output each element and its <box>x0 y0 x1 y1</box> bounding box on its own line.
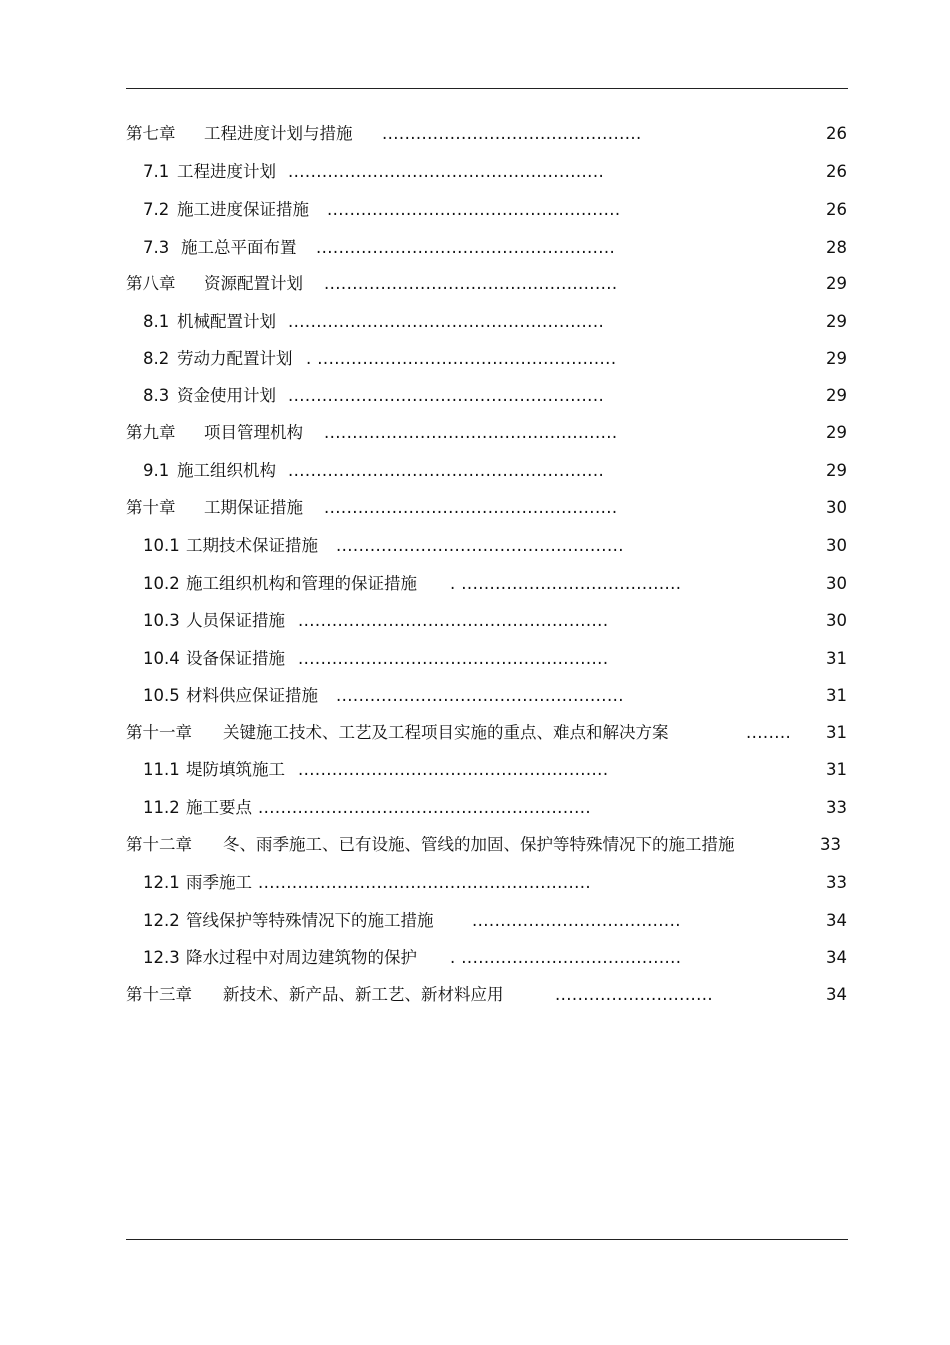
toc-chapter-11[interactable] <box>0 721 950 745</box>
toc-section-title: 降水过程中对周边建筑物的保护 <box>186 948 417 967</box>
toc-leader-dots: .................................................... <box>324 498 618 517</box>
toc-page-number: 26 <box>826 124 847 143</box>
toc-section-title: 机械配置计划 <box>177 312 276 331</box>
toc-section-number: 12.1 <box>143 873 180 892</box>
toc-section-title: 工程进度计划 <box>177 162 276 181</box>
toc-leader-dots: ..................................... <box>472 911 681 930</box>
toc-chapter-title: 资源配置计划 <box>204 274 303 293</box>
toc-section-number: 11.1 <box>143 760 180 779</box>
toc-section-8-2[interactable] <box>0 347 950 371</box>
toc-section-11-1[interactable] <box>0 758 950 782</box>
toc-page-number: 31 <box>826 686 847 705</box>
toc-page-number: 30 <box>826 498 847 517</box>
toc-chapter-title: 工期保证措施 <box>204 498 303 517</box>
toc-leader-dots: . ....................................... <box>450 948 682 967</box>
toc-section-title: 施工总平面布置 <box>181 238 297 257</box>
toc-chapter-9[interactable] <box>0 421 950 445</box>
toc-page-number: 31 <box>826 723 847 742</box>
toc-section-title: 人员保证措施 <box>186 611 285 630</box>
toc-page-number: 31 <box>826 649 847 668</box>
toc-section-title: 设备保证措施 <box>186 649 285 668</box>
toc-page-number: 31 <box>826 760 847 779</box>
toc-page-number: 30 <box>826 611 847 630</box>
toc-section-10-5[interactable] <box>0 684 950 708</box>
toc-section-12-2[interactable] <box>0 909 950 933</box>
toc-section-number: 8.3 <box>143 386 170 405</box>
toc-page-number: 30 <box>826 574 847 593</box>
toc-page-number: 29 <box>826 312 847 331</box>
toc-leader-dots: ........................................................ <box>288 312 605 331</box>
toc-section-12-3[interactable] <box>0 946 950 970</box>
toc-page-number: 26 <box>826 162 847 181</box>
toc-page-number: 26 <box>826 200 847 219</box>
toc-section-title: 劳动力配置计划 <box>177 349 293 368</box>
toc-section-number: 10.4 <box>143 649 180 668</box>
toc-chapter-label: 第十章 <box>126 498 176 517</box>
toc-chapter-title: 新技术、新产品、新工艺、新材料应用 <box>223 985 504 1004</box>
toc-leader-dots: ..................................................... <box>316 238 616 257</box>
toc-section-number: 10.5 <box>143 686 180 705</box>
toc-chapter-label: 第十三章 <box>126 985 192 1004</box>
toc-chapter-title: 关键施工技术、工艺及工程项目实施的重点、难点和解决方案 <box>223 723 669 742</box>
toc-page-number: 34 <box>826 948 847 967</box>
toc-chapter-label: 第十一章 <box>126 723 192 742</box>
toc-section-10-2[interactable] <box>0 572 950 596</box>
toc-section-number: 8.2 <box>143 349 170 368</box>
toc-page-number: 33 <box>820 835 841 854</box>
toc-chapter-title: 工程进度计划与措施 <box>204 124 353 143</box>
toc-section-number: 8.1 <box>143 312 170 331</box>
toc-section-number: 10.1 <box>143 536 180 555</box>
toc-section-8-3[interactable] <box>0 384 950 408</box>
toc-page-number: 29 <box>826 386 847 405</box>
toc-leader-dots: ....................................................... <box>298 649 609 668</box>
toc-leader-dots: ........................................................ <box>288 461 605 480</box>
toc-leader-dots: .................................................... <box>324 274 618 293</box>
toc-section-title: 施工进度保证措施 <box>177 200 309 219</box>
toc-page-number: 29 <box>826 423 847 442</box>
toc-section-number: 10.2 <box>143 574 180 593</box>
toc-leader-dots: ........................................................ <box>288 386 605 405</box>
toc-page-number: 28 <box>826 238 847 257</box>
toc-leader-dots: ........................................................ <box>288 162 605 181</box>
toc-leader-dots: ........ <box>746 723 792 742</box>
toc-chapter-8[interactable] <box>0 272 950 296</box>
toc-leader-dots: ....................................................... <box>298 611 609 630</box>
toc-section-12-1[interactable] <box>0 871 950 895</box>
toc-section-number: 12.3 <box>143 948 180 967</box>
toc-page-number: 29 <box>826 461 847 480</box>
toc-chapter-10[interactable] <box>0 496 950 520</box>
toc-leader-dots: ....................................................... <box>298 760 609 779</box>
toc-leader-dots: ............................ <box>555 985 714 1004</box>
toc-section-number: 11.2 <box>143 798 180 817</box>
toc-section-11-2[interactable] <box>0 796 950 820</box>
toc-page-number: 34 <box>826 985 847 1004</box>
toc-section-7-3[interactable] <box>0 236 950 260</box>
toc-section-title: 堤防填筑施工 <box>186 760 285 779</box>
toc-section-7-1[interactable] <box>0 160 950 184</box>
toc-section-number: 12.2 <box>143 911 180 930</box>
toc-section-title: 材料供应保证措施 <box>186 686 318 705</box>
toc-section-title: 工期技术保证措施 <box>186 536 318 555</box>
toc-page-number: 33 <box>826 873 847 892</box>
toc-chapter-title: 项目管理机构 <box>204 423 303 442</box>
toc-leader-dots: ................................................... <box>336 686 624 705</box>
toc-section-number: 10.3 <box>143 611 180 630</box>
toc-leader-dots: .................................................... <box>327 200 621 219</box>
toc-leader-dots: . ..................................................... <box>306 349 617 368</box>
toc-section-number: 9.1 <box>143 461 170 480</box>
toc-chapter-label: 第九章 <box>126 423 176 442</box>
toc-section-10-4[interactable] <box>0 647 950 671</box>
toc-chapter-7[interactable] <box>0 122 950 146</box>
toc-section-title: 施工组织机构和管理的保证措施 <box>186 574 417 593</box>
toc-section-8-1[interactable] <box>0 310 950 334</box>
toc-section-number: 7.1 <box>143 162 170 181</box>
toc-section-10-3[interactable] <box>0 609 950 633</box>
toc-section-10-1[interactable] <box>0 534 950 558</box>
toc-page-number: 34 <box>826 911 847 930</box>
toc-page-number: 30 <box>826 536 847 555</box>
toc-chapter-title: 冬、雨季施工、已有设施、管线的加固、保护等特殊情况下的施工措施 <box>223 835 735 854</box>
toc-leader-dots: ........................................................... <box>258 873 592 892</box>
toc-page-number: 33 <box>826 798 847 817</box>
toc-chapter-13[interactable] <box>0 983 950 1007</box>
toc-page-number: 29 <box>826 274 847 293</box>
toc-section-title: 施工要点 <box>186 798 252 817</box>
toc-leader-dots: .............................................. <box>382 124 642 143</box>
toc-section-title: 资金使用计划 <box>177 386 276 405</box>
toc-chapter-label: 第七章 <box>126 124 176 143</box>
toc-section-number: 7.3 <box>143 238 170 257</box>
toc-section-title: 管线保护等特殊情况下的施工措施 <box>186 911 434 930</box>
toc-leader-dots: . ....................................... <box>450 574 682 593</box>
toc-leader-dots: ........................................................... <box>258 798 592 817</box>
toc-section-9-1[interactable] <box>0 459 950 483</box>
toc-section-title: 施工组织机构 <box>177 461 276 480</box>
toc-section-title: 雨季施工 <box>186 873 252 892</box>
toc-page-number: 29 <box>826 349 847 368</box>
toc-section-7-2[interactable] <box>0 198 950 222</box>
toc-section-number: 7.2 <box>143 200 170 219</box>
footer-rule <box>126 1239 848 1240</box>
toc-chapter-label: 第八章 <box>126 274 176 293</box>
toc-leader-dots: .................................................... <box>324 423 618 442</box>
toc-chapter-label: 第十二章 <box>126 835 192 854</box>
toc-leader-dots: ................................................... <box>336 536 624 555</box>
toc-chapter-12[interactable] <box>0 833 950 857</box>
